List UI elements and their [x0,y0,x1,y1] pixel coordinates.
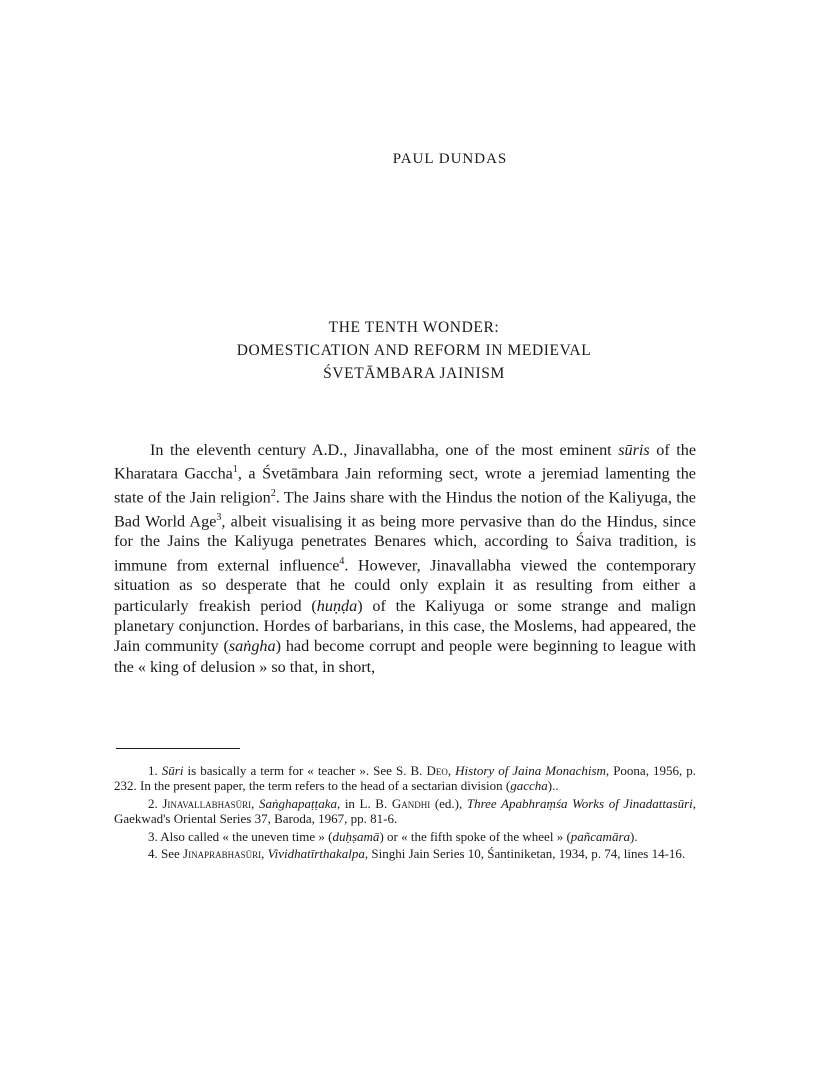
author-small-caps: Jinavallabhasūri [162,795,252,811]
text-run: ) of the Kaliyuga or some strange and malign planetary conjunction. Hordes of barbarians, in this case, the Moslems, had appeared, the Jain community ( [114,596,696,656]
paragraph-1 [114,440,696,677]
text-run-italic: saṅgha [228,637,276,656]
text-run-italic: sūris [618,441,650,459]
footnote-ref-1[interactable]: 1 [232,464,238,476]
footnote-ref-3[interactable]: 3 [216,511,222,523]
text-run-italic: gaccha [510,778,548,794]
text-run: 4. See [148,846,184,862]
text-run: , [261,846,268,862]
text-run-italic: History of Jaina Monachism [455,763,606,778]
text-run: ). [630,828,638,844]
text-run-italic: huṇḍa [316,596,358,615]
title-line-2: DOMESTICATION AND REFORM IN MEDIEVAL [236,342,592,359]
text-run: , Gaekwad's Oriental Series 37, Baroda, 1967, pp. 81-6. [114,795,697,827]
text-run: , [251,795,259,811]
title-line-3: ŚVETĀMBARA JAINISM [323,365,505,382]
author-small-caps: Gandhi [391,795,431,811]
footnote-2 [114,796,696,827]
text-run-italic: duḥṣamā [332,828,380,844]
text-run: 3. Also called « the uneven time » ( [148,828,333,844]
text-run: 1. [148,763,162,778]
text-run: 2. [148,795,163,811]
body-text [114,440,696,677]
footnote-4 [114,846,696,861]
text-run: . The Jains share with the Hindus the notion of the Kaliyuga, the Bad World Age [114,488,696,531]
text-run: , in L. B. [336,795,392,811]
text-run-italic: pañcamāra [570,828,630,844]
text-run: . However, Jinavallabha viewed the contemporary situation as so desperate that he could only explain it as resulting from either a particularly freakish period ( [114,556,697,615]
text-run: , Poona, 1956, p. 232. In the present paper, the term refers to the head of a sectarian division ( [114,763,697,794]
text-run: , Singhi Jain Series 10, Śantiniketan, 1934, p. 74, lines 14-16. [364,846,686,862]
article-title [0,316,828,385]
text-run-italic: Sūri [161,763,184,778]
text-run: ) had become corrupt and people were beginning to league with the « king of delusion » so that, in short, [114,637,696,676]
text-run-italic: Vividhatīrthakalpa [267,846,365,862]
text-run: (ed.), [430,795,467,811]
text-run: , a Śvetāmbara Jain reforming sect, wrote a jeremiad lamenting the state of the Jain religion [114,464,696,507]
footnote-3 [114,829,696,844]
text-run: ) or « the fifth spoke of the wheel » ( [379,828,571,844]
text-run: ).. [547,778,559,794]
text-run: , [447,763,456,778]
text-run: of the Kharatara Gaccha [114,441,697,483]
text-run: is basically a term for « teacher ». See S. B. [183,763,427,778]
footnote-divider [116,748,240,749]
text-run: In the eleventh century A.D., Jinavallabha, one of the most eminent [150,441,619,459]
text-run: , albeit visualising it as being more pervasive than do the Hindus, since for the Jains the Kaliyuga penetrates Benares which, according to Śaiva tradition, is immune from external influence [114,512,696,575]
text-run-italic: Three Apabhraṃśa Works of Jinadattasūri [466,795,693,811]
title-line-1: THE TENTH WONDER: [328,319,500,336]
footnote-1 [114,763,696,794]
author-small-caps: Jinaprabhasūri [183,846,262,862]
footnote-ref-2[interactable]: 2 [270,487,276,499]
text-run-italic: Saṅghapaṭṭaka [258,795,337,811]
author-small-caps: Deo [426,763,448,778]
footnotes [114,763,696,863]
footnote-ref-4[interactable]: 4 [339,555,345,567]
author-name: PAUL DUNDAS [392,151,508,167]
